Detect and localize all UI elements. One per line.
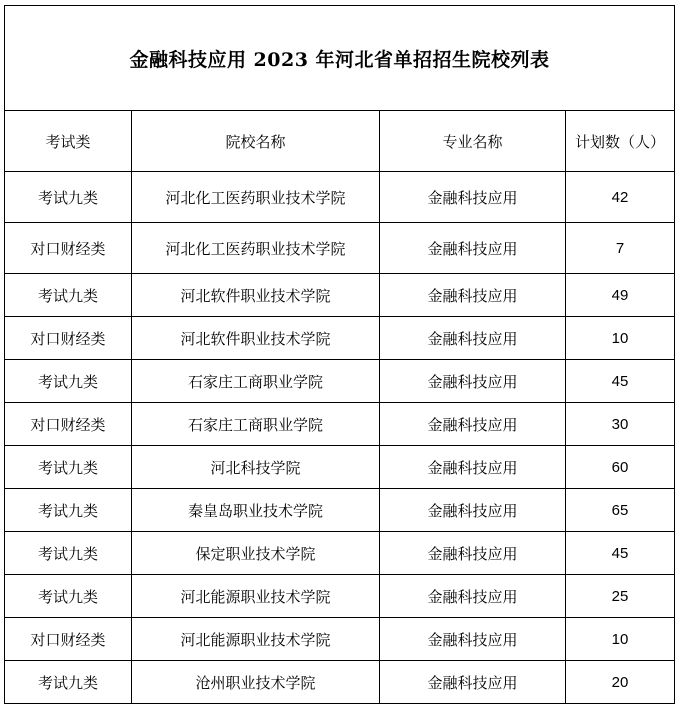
cell-major: 金融科技应用 [380, 172, 566, 223]
cell-category: 对口财经类 [5, 618, 132, 661]
header-category: 考试类 [5, 111, 132, 172]
cell-school: 沧州职业技术学院 [132, 661, 380, 704]
header-row [5, 111, 675, 172]
cell-category: 对口财经类 [5, 317, 132, 360]
cell-major: 金融科技应用 [380, 661, 566, 704]
cell-category: 考试九类 [5, 489, 132, 532]
cell-school: 河北科技学院 [132, 446, 380, 489]
cell-major: 金融科技应用 [380, 575, 566, 618]
cell-major: 金融科技应用 [380, 403, 566, 446]
cell-quota: 49 [566, 274, 675, 317]
table-row [5, 661, 675, 704]
cell-quota: 45 [566, 360, 675, 403]
cell-major: 金融科技应用 [380, 317, 566, 360]
cell-school: 秦皇岛职业技术学院 [132, 489, 380, 532]
table-row [5, 172, 675, 223]
table-row [5, 317, 675, 360]
cell-category: 考试九类 [5, 274, 132, 317]
cell-category: 考试九类 [5, 575, 132, 618]
table-row [5, 223, 675, 274]
cell-category: 考试九类 [5, 172, 132, 223]
cell-quota: 7 [566, 223, 675, 274]
table-row [5, 446, 675, 489]
cell-school: 河北能源职业技术学院 [132, 618, 380, 661]
cell-school: 河北能源职业技术学院 [132, 575, 380, 618]
cell-school: 河北软件职业技术学院 [132, 274, 380, 317]
cell-quota: 20 [566, 661, 675, 704]
cell-category: 考试九类 [5, 532, 132, 575]
header-major: 专业名称 [380, 111, 566, 172]
table-row [5, 403, 675, 446]
cell-school: 石家庄工商职业学院 [132, 360, 380, 403]
cell-major: 金融科技应用 [380, 532, 566, 575]
cell-category: 考试九类 [5, 661, 132, 704]
table-row [5, 360, 675, 403]
admissions-table-sheet [4, 5, 675, 704]
cell-quota: 30 [566, 403, 675, 446]
cell-major: 金融科技应用 [380, 223, 566, 274]
cell-school: 保定职业技术学院 [132, 532, 380, 575]
table-row [5, 618, 675, 661]
cell-quota: 10 [566, 618, 675, 661]
cell-school: 河北化工医药职业技术学院 [132, 172, 380, 223]
cell-category: 对口财经类 [5, 223, 132, 274]
cell-major: 金融科技应用 [380, 360, 566, 403]
cell-category: 对口财经类 [5, 403, 132, 446]
cell-quota: 45 [566, 532, 675, 575]
table-title: 金融科技应用 2023 年河北省单招招生院校列表 [5, 6, 675, 111]
cell-school: 河北化工医药职业技术学院 [132, 223, 380, 274]
cell-quota: 60 [566, 446, 675, 489]
cell-quota: 10 [566, 317, 675, 360]
cell-category: 考试九类 [5, 360, 132, 403]
cell-category: 考试九类 [5, 446, 132, 489]
cell-major: 金融科技应用 [380, 446, 566, 489]
cell-school: 河北软件职业技术学院 [132, 317, 380, 360]
cell-quota: 65 [566, 489, 675, 532]
table-row [5, 532, 675, 575]
table-row [5, 489, 675, 532]
cell-quota: 25 [566, 575, 675, 618]
header-school: 院校名称 [132, 111, 380, 172]
admissions-table [4, 5, 675, 704]
table-row [5, 274, 675, 317]
header-quota: 计划数（人） [566, 111, 675, 172]
table-row [5, 575, 675, 618]
cell-major: 金融科技应用 [380, 489, 566, 532]
cell-school: 石家庄工商职业学院 [132, 403, 380, 446]
cell-quota: 42 [566, 172, 675, 223]
cell-major: 金融科技应用 [380, 274, 566, 317]
title-row [5, 6, 675, 111]
cell-major: 金融科技应用 [380, 618, 566, 661]
